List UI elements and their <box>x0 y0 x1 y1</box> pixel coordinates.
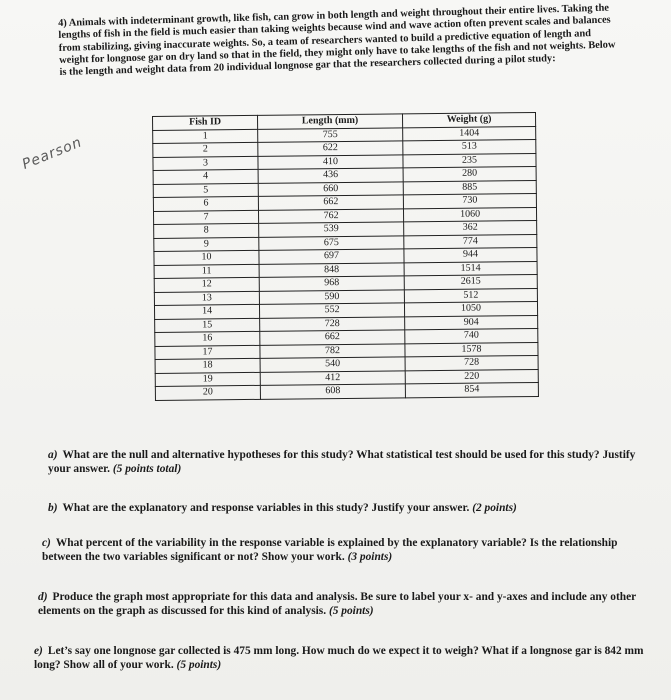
fish-id-cell: 8 <box>154 223 259 238</box>
question-letter: a) <box>48 449 58 461</box>
length-cell: 662 <box>260 330 405 345</box>
length-cell: 697 <box>259 249 404 264</box>
length-cell: 412 <box>260 370 405 385</box>
length-cell: 660 <box>258 181 403 196</box>
question-letter: b) <box>48 502 58 514</box>
length-cell: 968 <box>259 276 404 291</box>
length-cell: 436 <box>258 168 403 183</box>
fish-id-cell: 15 <box>155 318 260 333</box>
length-cell: 608 <box>260 384 405 399</box>
fish-id-cell: 11 <box>154 264 259 279</box>
question-points: (5 points) <box>328 605 374 617</box>
weight-cell: 904 <box>405 315 538 330</box>
question-letter: e) <box>34 645 43 657</box>
weight-cell: 513 <box>403 139 536 154</box>
header-length: Length (mm) <box>257 114 402 129</box>
fish-id-cell: 20 <box>155 385 260 400</box>
weight-cell: 885 <box>403 180 536 195</box>
question-b <box>48 501 648 515</box>
fish-id-cell: 7 <box>153 210 258 225</box>
weight-cell: 280 <box>403 166 536 181</box>
weight-cell: 854 <box>405 382 538 397</box>
weight-cell: 1404 <box>403 126 536 141</box>
weight-cell: 730 <box>403 193 536 208</box>
fish-id-cell: 13 <box>154 291 259 306</box>
question-text: What are the explanatory and response variables in this study? Justify your answer. <box>62 502 470 514</box>
fish-id-cell: 17 <box>155 345 260 360</box>
question-a <box>48 448 648 476</box>
fish-id-cell: 12 <box>154 277 259 292</box>
header-weight: Weight (g) <box>402 112 535 127</box>
length-cell: 590 <box>259 289 404 304</box>
weight-cell: 235 <box>403 153 536 168</box>
fish-id-cell: 10 <box>154 250 259 265</box>
weight-cell: 220 <box>405 369 538 384</box>
length-cell: 782 <box>260 343 405 358</box>
question-text: Produce the graph most appropriate for this data and analysis. Be sure to label your x- and y-axes and include any other elements on the graph as discussed for this kind of analysis. <box>38 591 637 617</box>
fish-id-cell: 19 <box>155 372 260 387</box>
fish-id-cell: 14 <box>154 304 259 319</box>
weight-cell: 1514 <box>404 261 537 276</box>
question-text: What percent of the variability in the response variable is explained by the explanatory variable? Is the relationship between the two variables significant or not? Show your work. <box>42 537 618 563</box>
fish-id-cell: 6 <box>153 196 258 211</box>
fish-id-cell: 16 <box>155 331 260 346</box>
length-cell: 755 <box>258 127 403 142</box>
handwritten-note: Pearson <box>20 134 85 173</box>
fish-id-cell: 9 <box>154 237 259 252</box>
fish-id-cell: 5 <box>153 183 258 198</box>
length-cell: 728 <box>260 316 405 331</box>
length-cell: 539 <box>259 222 404 237</box>
length-cell: 410 <box>258 154 403 169</box>
weight-cell: 944 <box>404 247 537 262</box>
weight-cell: 1060 <box>403 207 536 222</box>
question-d <box>38 590 652 618</box>
length-cell: 675 <box>259 235 404 250</box>
weight-cell: 740 <box>405 328 538 343</box>
weight-cell: 774 <box>404 234 537 249</box>
length-cell: 622 <box>258 141 403 156</box>
weight-cell: 728 <box>405 355 538 370</box>
problem-intro: 4) Animals with indeterminant growth, like fish, can grow in both length and weight throughout their entire lives. Taking the lengths of fish in the field is much easier than taking weights because wind and wave action often prevent scales and balances from stabilizing, giving inaccurate weights. So, a team of researchers wanted to build a predictive equation of length and weight for longnose gar on dry land so that in the field, they might only have to take lengths of the fish and not weights. Below is the length and weight data from 20 individual longnose gar that the researchers collected during a pilot study: <box>58 2 616 79</box>
header-fish-id: Fish ID <box>153 115 258 130</box>
weight-cell: 362 <box>404 220 537 235</box>
table-body <box>153 126 539 400</box>
question-c <box>42 536 650 564</box>
weight-cell: 2615 <box>404 274 537 289</box>
question-points: (5 points) <box>176 659 222 671</box>
length-cell: 540 <box>260 357 405 372</box>
question-text: What are the null and alternative hypotheses for this study? What statistical test should be used for this study? Justify your answer. <box>48 449 636 475</box>
weight-cell: 1578 <box>405 342 538 357</box>
question-e <box>34 644 654 672</box>
fish-id-cell: 3 <box>153 156 258 171</box>
fish-id-cell: 18 <box>155 358 260 373</box>
weight-cell: 1050 <box>404 301 537 316</box>
question-points: (3 points) <box>347 551 393 563</box>
weight-cell: 512 <box>404 288 537 303</box>
question-points: (5 points total) <box>112 463 182 475</box>
length-cell: 662 <box>258 195 403 210</box>
fish-data-table <box>152 112 539 401</box>
length-cell: 552 <box>259 303 404 318</box>
fish-id-cell: 4 <box>153 169 258 184</box>
table-row <box>155 382 538 400</box>
fish-id-cell: 2 <box>153 142 258 157</box>
length-cell: 762 <box>258 208 403 223</box>
question-letter: d) <box>38 591 48 603</box>
question-points: (2 points) <box>472 502 517 514</box>
question-letter: c) <box>42 537 51 549</box>
fish-id-cell: 1 <box>153 129 258 144</box>
question-text: Let’s say one longnose gar collected is 475 mm long. How much do we expect it to weigh? What if a longnose gar is 842 mm long? Show all of your work. <box>34 645 644 671</box>
length-cell: 848 <box>259 262 404 277</box>
